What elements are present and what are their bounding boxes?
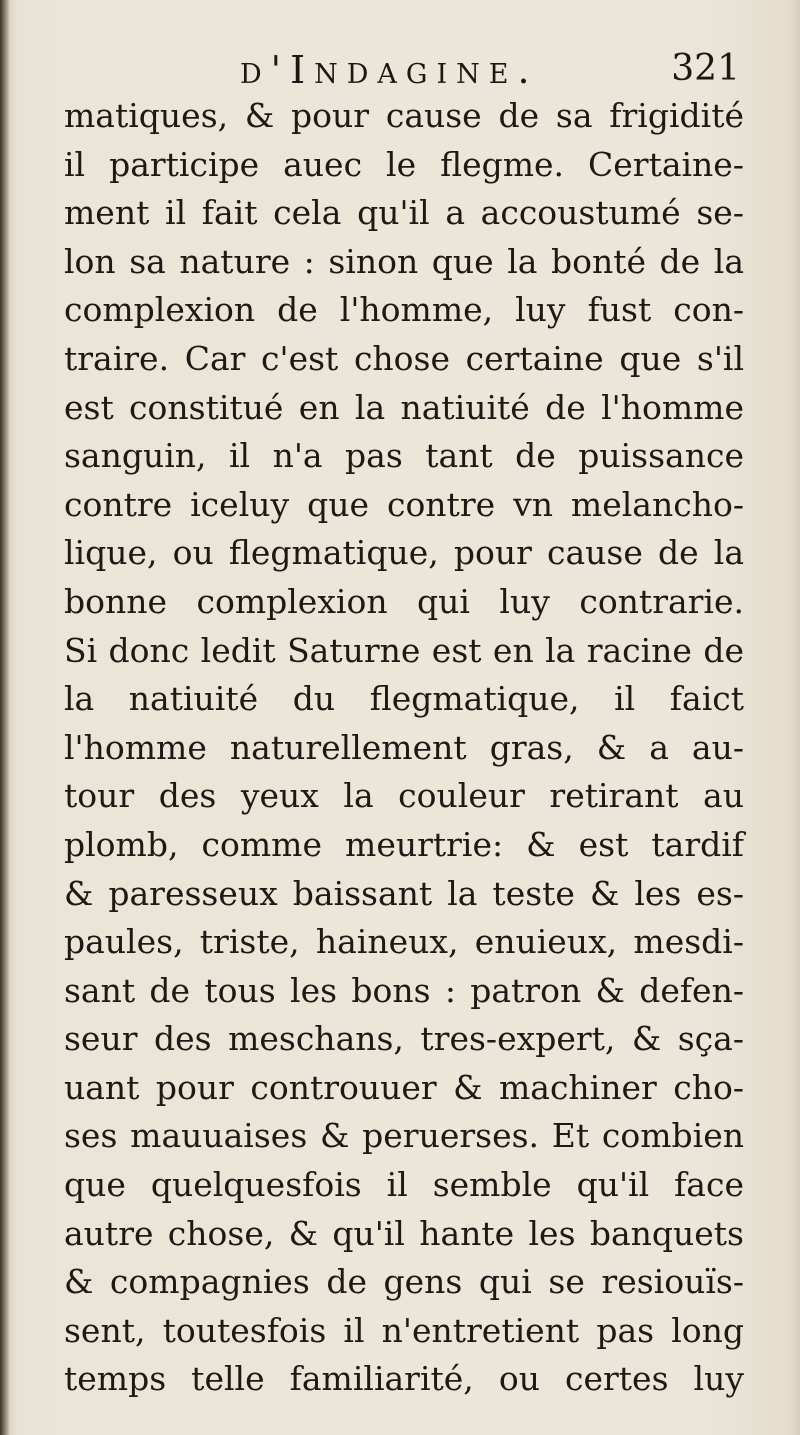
text-line: sanguin, il n'a pas tant de puissance xyxy=(64,436,744,476)
text-line: lique, ou flegmatique, pour cause de la xyxy=(64,533,744,573)
text-line: complexion de l'homme, luy fust con- xyxy=(64,290,744,330)
text-line: l'homme naturellement gras, & a au- xyxy=(64,727,744,767)
page-gutter xyxy=(0,0,10,1435)
text-line: la natiuité du flegmatique, il faict xyxy=(64,679,744,719)
page-number: 321 xyxy=(671,48,740,89)
text-line: seur des meschans, tres-expert, & sça- xyxy=(64,1019,744,1059)
text-line: sent, toutesfois il n'entretient pas long xyxy=(64,1310,744,1350)
text-line: contre iceluy que contre vn melancho- xyxy=(64,484,744,524)
text-line: temps telle familiarité, ou certes luy xyxy=(64,1359,744,1399)
page-header xyxy=(240,48,740,92)
text-line: ses mauuaises & peruerses. Et combien xyxy=(64,1116,744,1156)
text-line: Si donc ledit Saturne est en la racine de xyxy=(64,630,744,670)
text-line: matiques, & pour cause de sa frigidité xyxy=(64,96,744,135)
text-line: autre chose, & qu'il hante les banquets xyxy=(64,1213,744,1253)
text-line: paules, triste, haineux, enuieux, mesdi- xyxy=(64,922,744,962)
text-line: traire. Car c'est chose certaine que s'il xyxy=(64,338,744,378)
text-line: bonne complexion qui luy contrarie. xyxy=(64,581,744,621)
running-head: d'Indagine. xyxy=(240,48,539,92)
text-line: lon sa nature : sinon que la bonté de la xyxy=(64,241,744,281)
text-line: tour des yeux la couleur retirant au xyxy=(64,776,744,816)
body-text xyxy=(64,92,744,1404)
text-line: que quelquesfois il semble qu'il face xyxy=(64,1165,744,1205)
text-line: plomb, comme meurtrie: & est tardif xyxy=(64,824,744,864)
text-line: & compagnies de gens qui se resiouïs- xyxy=(64,1262,744,1302)
text-line: uant pour controuuer & machiner cho- xyxy=(64,1067,744,1107)
text-line: est constitué en la natiuité de l'homme xyxy=(64,387,744,427)
text-line: ment il fait cela qu'il a accoustumé se- xyxy=(64,193,744,233)
text-line: & paresseux baissant la teste & les es- xyxy=(64,873,744,913)
text-line: sant de tous les bons : patron & defen- xyxy=(64,970,744,1010)
text-line: il participe auec le flegme. Certaine- xyxy=(64,144,744,184)
